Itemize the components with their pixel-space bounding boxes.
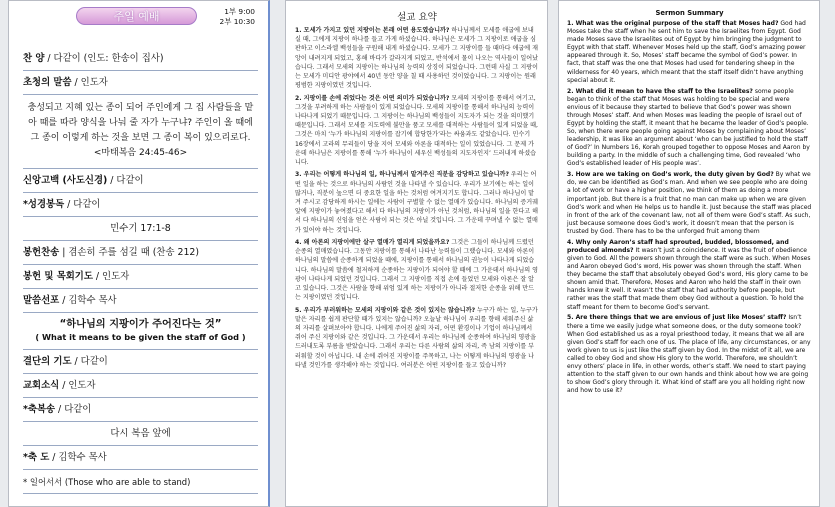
- order-item-hymn: [23, 47, 258, 71]
- summary-answer: God had Moses take the staff when he sent him to save the Israelites from Egypt. God made Moses save the Israelites out of Egypt by him bringing the judgment to Egypt with that staff. Whenever Moses held up the staff, God’s amazing power appeared through it. So, Moses’ staff became the symbol of God’s power. In fact, that staff was the one that Moses had used for tendering sheep in the wilderness for 40 years, which meant that the staff itself didn’t have anything special about it.: [567, 20, 806, 84]
- scripture-reference: 민수기 17:1-8: [23, 217, 258, 241]
- summary-answer: 하나님께서 모세를 애굽에 보내실 때, 그에게 지팡이 하나를 들고 가게 하셨습니다. 하나님은 모세가 그 지팡이로 애굽을 심판하고 이스라엘 백성들을 구원해 내게 하셨습니다. 모세가 그 지팡이를 들 때마다 애굽에 재앙이 내려지게 되었고, 홍해 바다가 갈라지게 되었고, 반석에서 물이 나오는 역사들이 일어났습니다. 그래서 모세의 지팡이는 하나님의 능력의 상징이 되었습니다. 그런데 사실 그 지팡이는 모세가 미디안 광야에서 40년 동안 양을 칠 때 사용하던 것이었습니다. 그 지팡이는 원래 평범한 지팡이였던 것입니다.: [295, 27, 538, 90]
- summary-paragraph: [567, 314, 812, 395]
- summary-question: 1. 모세가 가지고 있던 지팡이는 본래 어떤 용도였습니까?: [295, 27, 450, 34]
- item-value: / 다같이: [107, 175, 144, 186]
- item-value: / 김학수 목사: [49, 452, 107, 463]
- summary-paragraph: [567, 88, 812, 169]
- summary-paragraph: [295, 26, 539, 90]
- closing-song-title: 다시 복음 앞에: [23, 422, 258, 446]
- summary-question: 4. Why only Aaron’s staff had sprouted, budded, blossomed, and produced almonds?: [567, 238, 789, 254]
- item-value: / 다같이: [64, 199, 101, 210]
- item-label: 말씀선포: [23, 295, 60, 306]
- service-time-1: 1부 9:00: [224, 7, 255, 16]
- item-label: 봉헌찬송: [23, 247, 60, 258]
- summary-question: 5. Are there things that we are envious of just like Moses’ staff?: [567, 314, 787, 322]
- order-item-scripture-reading: [23, 193, 258, 217]
- order-item-creed: [23, 169, 258, 193]
- summary-paragraph: [295, 94, 539, 168]
- korean-summary-body: [295, 26, 539, 370]
- english-summary-page: [558, 0, 820, 507]
- summary-question: 2. 지팡이를 손에 쥐었다는 것은 어떤 의미가 되었습니까?: [295, 94, 450, 102]
- summary-paragraph: [567, 20, 812, 85]
- service-times: [220, 7, 256, 27]
- bulletin-page: [8, 0, 270, 507]
- order-item-sermon: [23, 289, 258, 313]
- item-label: 찬 양: [23, 53, 45, 64]
- item-value: / 김학수 목사: [59, 295, 117, 306]
- summary-question: 4. 왜 아론의 지팡이에만 살구 열매가 열리게 되었을까요?: [295, 239, 450, 247]
- order-item-blessing-song: [23, 398, 258, 422]
- item-value: | 겸손히 주를 섬길 때 (찬송 212): [59, 247, 200, 258]
- summary-question: 3. How are we taking on God’s work, the duty given by God?: [567, 171, 774, 179]
- summary-paragraph: [295, 306, 539, 370]
- summary-question: 1. What was the original purpose of the staff that Moses had?: [567, 20, 779, 27]
- order-item-offering-prayer: [23, 265, 258, 289]
- summary-answer: 모세의 지팡이를 통해서 여기고, 그것을 부려하게 하는 사람들이 있게 되었습니다. 모세의 지팡이를 통해서 하나님의 능력이 나타나게 되었기 때문입니다. 그 지팡이는 하나님의 백성들이 지도자가 되는 것을 의미했기 때문입니다. 그래서 모세를 지도력에 불만을 품고 모세를 대적하는 사람들이 있게 되었을 때, 그것은 마치 ‘누가 하나님의 지팡이를 잡기에 합당한가’라는 싸움과도 같았습니다. 민수기 16장에서 고라의 무리들이 당을 지어 모세와 아론을 대적하는 일이 있었습니다. 그 문제 가운데 하나님은 지팡이를 통해 ‘누가 하나님이 세우신 백성들의 지도자인지’ 드러내게 하셨습니다.: [295, 94, 538, 167]
- summary-paragraph: [567, 171, 812, 236]
- call-verse: 충성되고 지혜 있는 종이 되어 주인에게 그 집 사람들을 맡아 때를 따라 양식을 나눠 줄 자가 누구냐? 주인이 올 때에 그 종이 이렇게 하는 것을 보면 그 종이 복이 있으리로다. <마태복음 24:45-46>: [23, 95, 258, 169]
- summary-answer: It wasn’t just a coincidence. It was the fruit of obedience given to God. All the powers shown through the staff were as such. When Moses and Aaron obeyed God’s word, His power was shown through the staff. When they became the staff that absolutely obeyed God’s word, His glory came to be shown amid that. Therefore, Moses and Aaron who held the staff in their own hands knew it well. It wasn’t the staff that had authority before people, but rather was the staff that made them obey God without a question. To hold the staff meant for them to become God’s servant.: [567, 246, 811, 311]
- item-label: *축복송: [23, 404, 56, 415]
- summary-paragraph: [295, 238, 539, 302]
- item-label: *성경봉독: [23, 199, 65, 210]
- sermon-title-korean: “하나님의 지팡이가 주어진다는 것”: [59, 319, 222, 330]
- korean-summary-title: 설교 요약: [397, 12, 437, 23]
- service-time-2: 2부 10:30: [219, 17, 255, 26]
- bulletin-header: [23, 7, 258, 47]
- order-item-decision-prayer: [23, 350, 258, 374]
- sermon-title: [23, 313, 258, 350]
- summary-answer: 그것은 그들이 하나님께 드렸던 순종의 열매였습니다. 그동안 지팡이를 통해서 나타난 능력들이 그랬습니다. 모세와 아론이 하나님의 말씀에 순종하게 되었을 때에, 지팡이를 통해서 하나님의 권능이 나타나게 되었습니다. 하나님의 말씀에 철저하게 순종하는 지팡이가 되어야 할 때에 그 가운데서 하나님의 영광이 나타나게 되었던 것입니다. 그래서 그 지팡이를 직접 손에 들었던 모세와 아론은 잘 알고 있습니다. 그것은 사람을 향해 위엄 있게 하는 지팡이가 아니라 절저한 순종을 위해 만드는 지팡이였던 것입니다.: [295, 239, 538, 302]
- item-label: 초청의 말씀: [23, 77, 72, 88]
- order-item-benediction: [23, 446, 258, 470]
- item-value: / 인도자: [59, 380, 96, 391]
- item-label: 교회소식: [23, 380, 60, 391]
- order-item-offering-hymn: [23, 241, 258, 265]
- item-value: / 다같이: [55, 404, 92, 415]
- english-summary-title: Sermon Summary: [655, 9, 724, 17]
- summary-answer: Isn’t there a time we easily judge what someone does, or the duty someone took? When God established us as a royal priesthood today, it means that we all are given God’s staff for each one of us. The place of life, any circumstances, or any work given to us is just like the staff given by God. In the midst of it all, we are called to obey God and show His glory to the world. Therefore, we shouldn’t envy others’ place in life, in other words, other’s staff. We need to start paying attention to the staff given to our own hands and think about how we are going to show God’s glory through it. What kind of staff are you all holding right now and how to use it?: [567, 314, 811, 395]
- summary-answer: By what we do, we can be identified as God’s man. And when we see people who are doing a lot of work or have a higher position, we think of them as doing a more important job. But there is a fruit that no man can make up when we are given God’s work and when He helps us to handle it. Just because the staff was placed in front of the ark of the covenant law, not all of them were God’s staff. As such, just because someone does God’s work, it doesn’t mean that the person is trusted by God. There has to be the unforged fruit among them: [567, 171, 812, 235]
- summary-question: 5. 우리가 부러워하는 모세의 지팡이와 같은 것이 있지는 않습니까?: [295, 306, 476, 314]
- item-value: / 다같이: [71, 356, 108, 367]
- service-title: 주일 예배: [76, 7, 197, 25]
- summary-answer: 우리는 어떤 일을 하는 것으로 하나님의 사람인 것을 나타낼 수 있습니다. 우리가 보기에는 하는 일이 많거나, 직분이 높으면 더 중요한 일을 하는 것처럼 여겨지기도 합니다. 그러나 하나님이 맡겨 주시고 감당하게 하시는 일에는 사람이 구별할 수 없는 열매가 있습니다. 하나님의 증거궤 앞에 지팡이가 놓여졌다고 해서 다 하나님의 지팡이가 아닌 것처럼, 하나님의 일을 한다고 해서 다 하나님의 신임을 얻은 사람이 되는 것은 아닐 것입니다. 그 가운데 꾸며낼 수 없는 열매가 있어야 하는 것입니다.: [295, 171, 538, 234]
- summary-question: 2. What did it mean to have the staff to the Israelites?: [567, 87, 753, 95]
- item-label: *축 도: [23, 452, 50, 463]
- order-item-call: [23, 71, 258, 95]
- summary-paragraph: [295, 170, 539, 234]
- summary-question: 3. 우리는 어떻게 하나님의 일, 하나님께서 맡겨주신 직분을 감당하고 있습니까?: [295, 171, 509, 179]
- summary-paragraph: [567, 239, 812, 312]
- korean-summary-page: [285, 0, 548, 507]
- summary-answer: 누구가 하는 일, 누구가 맡은 자리를 쉽게 판단할 때가 있지는 않습니까? 오늘날 하나님이 우리를 향해 세워주신 삶의 자리를 살펴보아야 합니다. 나에게 주어진 삶의 자리, 어떤 환경이나 기업이 하나님께서 쥐어 주신 지팡이와 같은 것입니다. 그 가운데서 우리는 하나님께 순종하여 하나님의 영광을 드러내도록 부름을 받았습니다. 그래서 우리는 다른 사람의 삶의 자리, 즉 남의 지팡이를 부러워할 것이 아닙니다. 내 손에 쥐어진 지팡이를 주목하고, 나는 어떻게 하나님의 영광을 나타낼 것인가를 생각해야 하는 것입니다. 여러분은 어떤 지팡이를 들고 있습니까?: [295, 306, 538, 369]
- item-value: / 인도자: [92, 271, 130, 282]
- stand-note: * 일어서서 (Those who are able to stand): [23, 470, 258, 494]
- item-value: / 다같이 (인도: 한송이 집사): [44, 53, 164, 64]
- item-label: 봉헌 및 목회기도: [23, 271, 93, 282]
- item-value: / 인도자: [71, 77, 108, 88]
- item-label: 결단의 기도: [23, 356, 72, 367]
- english-summary-body: [567, 20, 812, 395]
- sermon-title-english: ( What it means to be given the staff of God ): [35, 332, 246, 342]
- summary-answer: some people began to think of the staff that Moses was holding to be special and were envious of it because they started to believe that God’s power was shown through Moses’ staff. And when Moses was leading the people of Israel out of Egypt by holding the staff, it meant that he became the leader of God’s people. So, when there were people going against Moses by complaining about Moses’ leadership, it was like an argument about ‘who can be justified to hold the staff of God?’ In Numbers 16, Korah grouped together to oppose Moses and Aaron by building a party. In the middle of such a challenging time, God revealed ‘who God’s established leader of His people was’.: [567, 87, 810, 168]
- order-item-announcements: [23, 374, 258, 398]
- item-label: 신앙고백 (사도신경): [23, 175, 108, 186]
